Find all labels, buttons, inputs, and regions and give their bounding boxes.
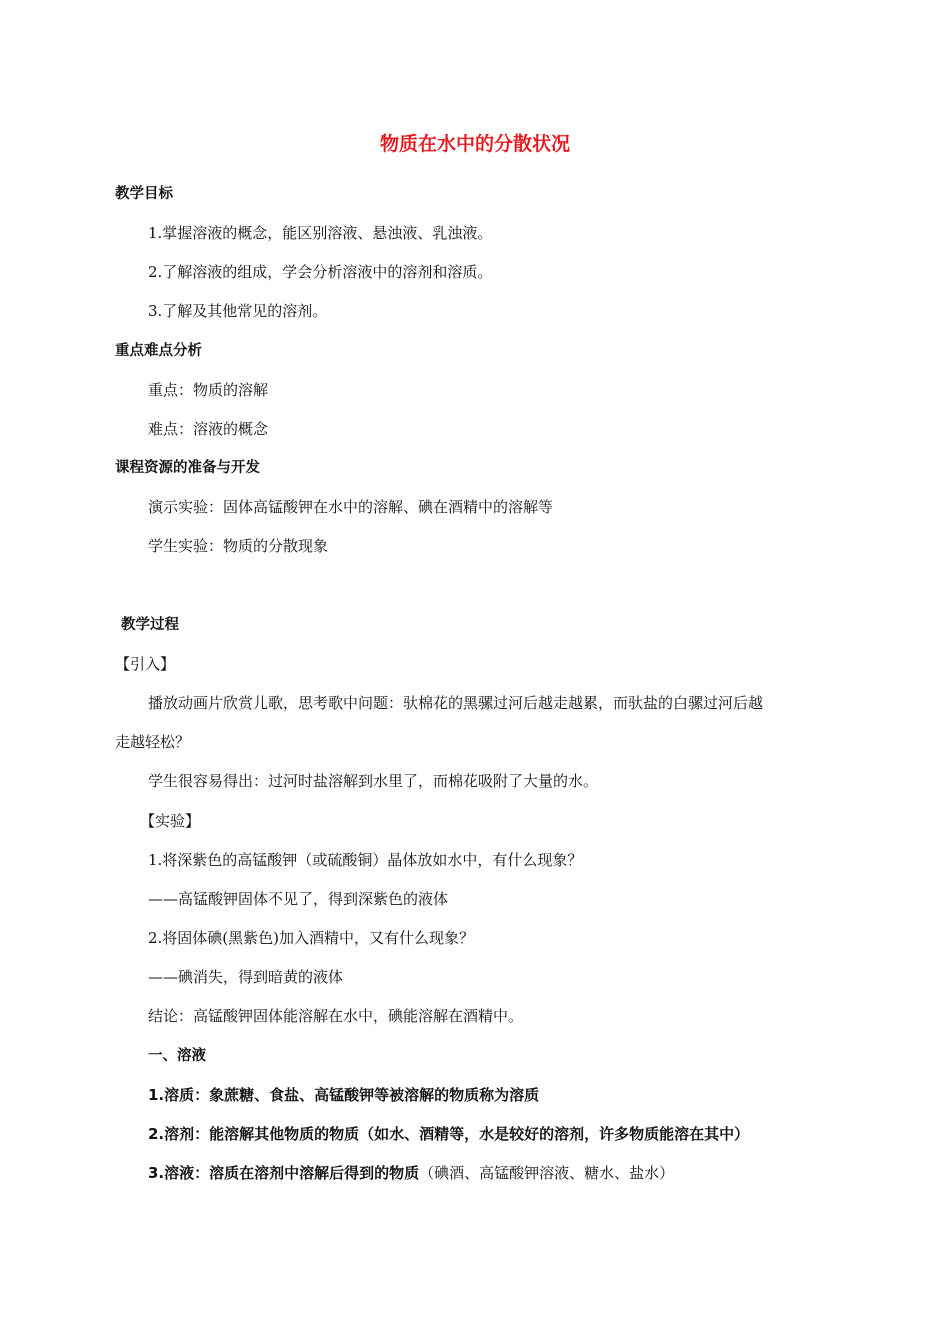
key-points-heading: 重点难点分析 <box>115 343 202 359</box>
solution-heading: 一、溶液 <box>148 1048 206 1064</box>
objective-item-3: 3.了解及其他常见的溶剂。 <box>148 302 328 320</box>
solution-examples: （碘酒、高锰酸钾溶液、糖水、盐水） <box>419 1164 675 1182</box>
objectives-heading: 教学目标 <box>115 186 173 202</box>
experiment-tag: 【实验】 <box>140 812 201 830</box>
demo-experiment-text: 演示实验：固体高锰酸钾在水中的溶解、碘在酒精中的溶解等 <box>148 498 554 516</box>
experiment-2-question: 2.将固体碘(黑紫色)加入酒精中，又有什么现象？ <box>148 929 475 947</box>
resources-heading: 课程资源的准备与开发 <box>115 460 260 476</box>
process-heading: 教学过程 <box>121 617 179 633</box>
solution-definition-bold: 3.溶液：溶质在溶剂中溶解后得到的物质 <box>148 1164 420 1182</box>
conclusion-text: 结论：高锰酸钾固体能溶解在水中，碘能溶解在酒精中。 <box>148 1007 524 1025</box>
intro-paragraph-line-1: 播放动画片欣赏儿歌，思考歌中问题：驮棉花的黑骡过河后越走越累，而驮盐的白骡过河后越 <box>148 694 764 712</box>
intro-paragraph-line-2: 走越轻松？ <box>115 733 191 751</box>
solvent-definition: 2.溶剂：能溶解其他物质的物质（如水、酒精等，水是较好的溶剂，许多物质能溶在其中） <box>148 1125 750 1143</box>
key-point-text: 重点：物质的溶解 <box>148 381 269 399</box>
objective-item-2: 2.了解溶液的组成，学会分析溶液中的溶剂和溶质。 <box>148 263 493 281</box>
difficulty-text: 难点：溶液的概念 <box>148 420 269 438</box>
solution-definition <box>148 1163 674 1183</box>
objective-item-1: 1.掌握溶液的概念，能区别溶液、悬浊液、乳浊液。 <box>148 224 493 242</box>
solute-definition: 1.溶质：象蔗糖、食盐、高锰酸钾等被溶解的物质称为溶质 <box>148 1086 540 1104</box>
student-experiment-text: 学生实验：物质的分散现象 <box>148 537 329 555</box>
intro-answer: 学生很容易得出：过河时盐溶解到水里了，而棉花吸附了大量的水。 <box>148 772 599 790</box>
experiment-1-question: 1.将深紫色的高锰酸钾（或硫酸铜）晶体放如水中，有什么现象？ <box>148 851 583 869</box>
intro-tag: 【引入】 <box>115 655 176 673</box>
document-title: 物质在水中的分散状况 <box>379 133 570 155</box>
experiment-1-answer: ——高锰酸钾固体不见了，得到深紫色的液体 <box>148 890 449 908</box>
experiment-2-answer: ——碘消失，得到暗黄的液体 <box>148 968 344 986</box>
